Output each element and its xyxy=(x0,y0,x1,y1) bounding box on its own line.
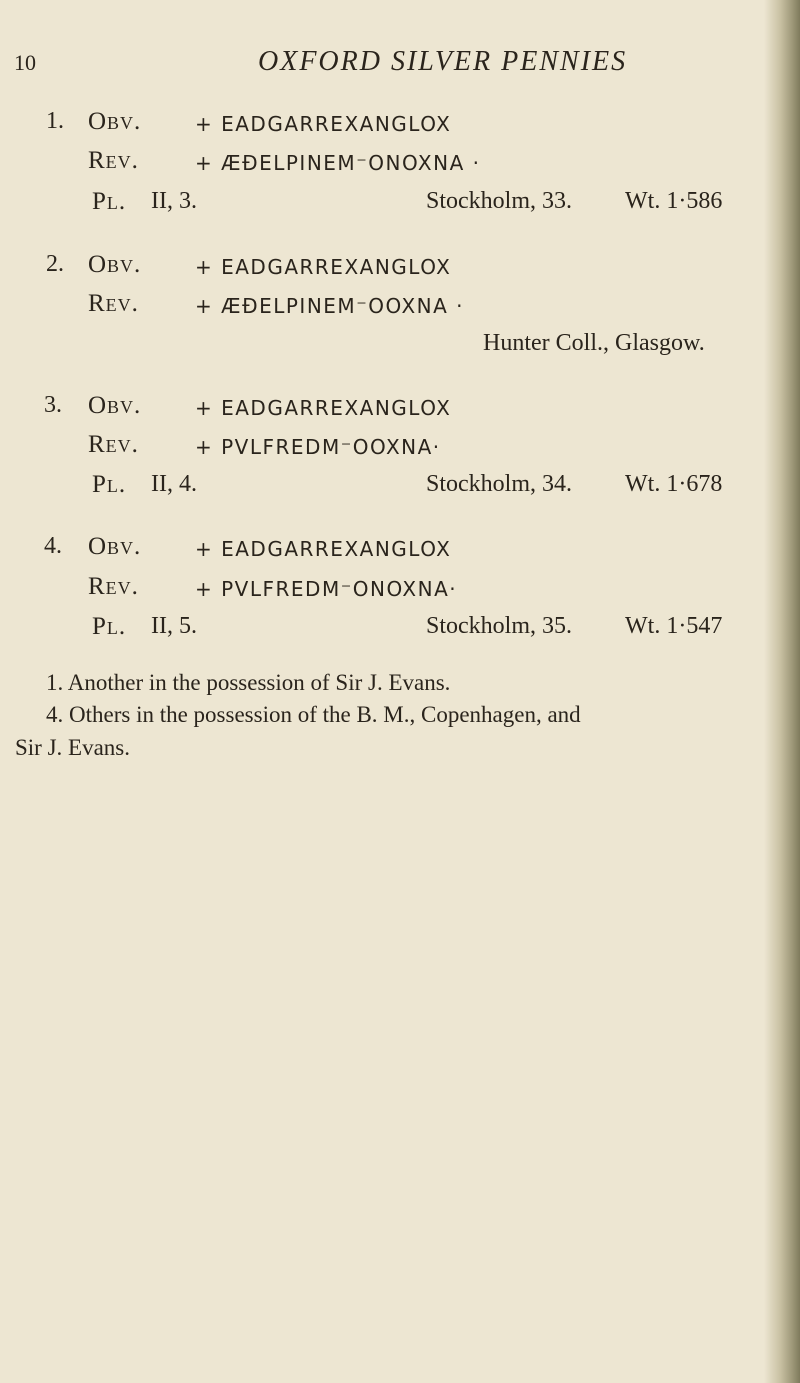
page-edge-shadow xyxy=(764,0,800,1383)
obv-line xyxy=(0,392,780,426)
rev-label: Rev. xyxy=(88,147,139,174)
rev-line xyxy=(0,290,780,324)
plate-ref: II, 5. xyxy=(151,613,197,639)
obv-legend: + EADGARREXANGLOX xyxy=(195,396,452,420)
weight: Wt. 1·586 xyxy=(625,188,723,214)
entry-number: 2. xyxy=(46,251,64,277)
collection: Stockholm, 35. xyxy=(426,613,573,639)
running-head: OXFORD SILVER PENNIES xyxy=(258,46,628,77)
plate-ref: II, 3. xyxy=(151,188,197,214)
entry-number: 3. xyxy=(44,392,62,418)
footnote-4: 4. Others in the possession of the B. M., Copenhagen, and xyxy=(46,702,581,727)
entry-number: 1. xyxy=(46,108,64,134)
rev-label: Rev. xyxy=(88,573,139,600)
rev-line xyxy=(0,573,780,607)
rev-legend: + ÆÐELPINEM⁻ONOXNA · xyxy=(195,151,481,175)
obv-label: Obv. xyxy=(88,108,142,135)
plate-line xyxy=(0,613,780,647)
obv-legend: + EADGARREXANGLOX xyxy=(195,255,452,279)
rev-legend: + ÆÐELPINEM⁻OOXNA · xyxy=(195,294,465,318)
plate-line xyxy=(0,471,780,505)
page-header xyxy=(0,46,800,86)
obv-label: Obv. xyxy=(88,392,142,419)
obv-legend: + EADGARREXANGLOX xyxy=(195,112,452,136)
plate-ref: II, 4. xyxy=(151,471,197,497)
weight: Wt. 1·547 xyxy=(625,613,723,639)
footnote-4-continuation: Sir J. Evans. xyxy=(15,735,130,760)
plate-label: Pl. xyxy=(92,188,127,215)
rev-label: Rev. xyxy=(88,431,139,458)
provenance-line xyxy=(0,330,780,364)
collection: Stockholm, 33. xyxy=(426,188,573,214)
obv-line xyxy=(0,251,780,285)
provenance: Hunter Coll., Glasgow. xyxy=(483,330,705,356)
obv-label: Obv. xyxy=(88,251,142,278)
plate-line xyxy=(0,188,780,222)
obv-line xyxy=(0,533,780,567)
footnote-1: 1. Another in the possession of Sir J. Evans. xyxy=(46,670,451,695)
rev-line xyxy=(0,147,780,181)
obv-legend: + EADGARREXANGLOX xyxy=(195,537,452,561)
plate-label: Pl. xyxy=(92,613,127,640)
page-number: 10 xyxy=(14,50,36,75)
rev-line xyxy=(0,431,780,465)
weight: Wt. 1·678 xyxy=(625,471,723,497)
obv-label: Obv. xyxy=(88,533,142,560)
rev-legend: + PVLFREDM⁻OOXNA· xyxy=(195,435,441,459)
rev-label: Rev. xyxy=(88,290,139,317)
plate-label: Pl. xyxy=(92,471,127,498)
rev-legend: + PVLFREDM⁻ONOXNA· xyxy=(195,577,458,601)
collection: Stockholm, 34. xyxy=(426,471,573,497)
entry-number: 4. xyxy=(44,533,62,559)
obv-line xyxy=(0,108,780,142)
